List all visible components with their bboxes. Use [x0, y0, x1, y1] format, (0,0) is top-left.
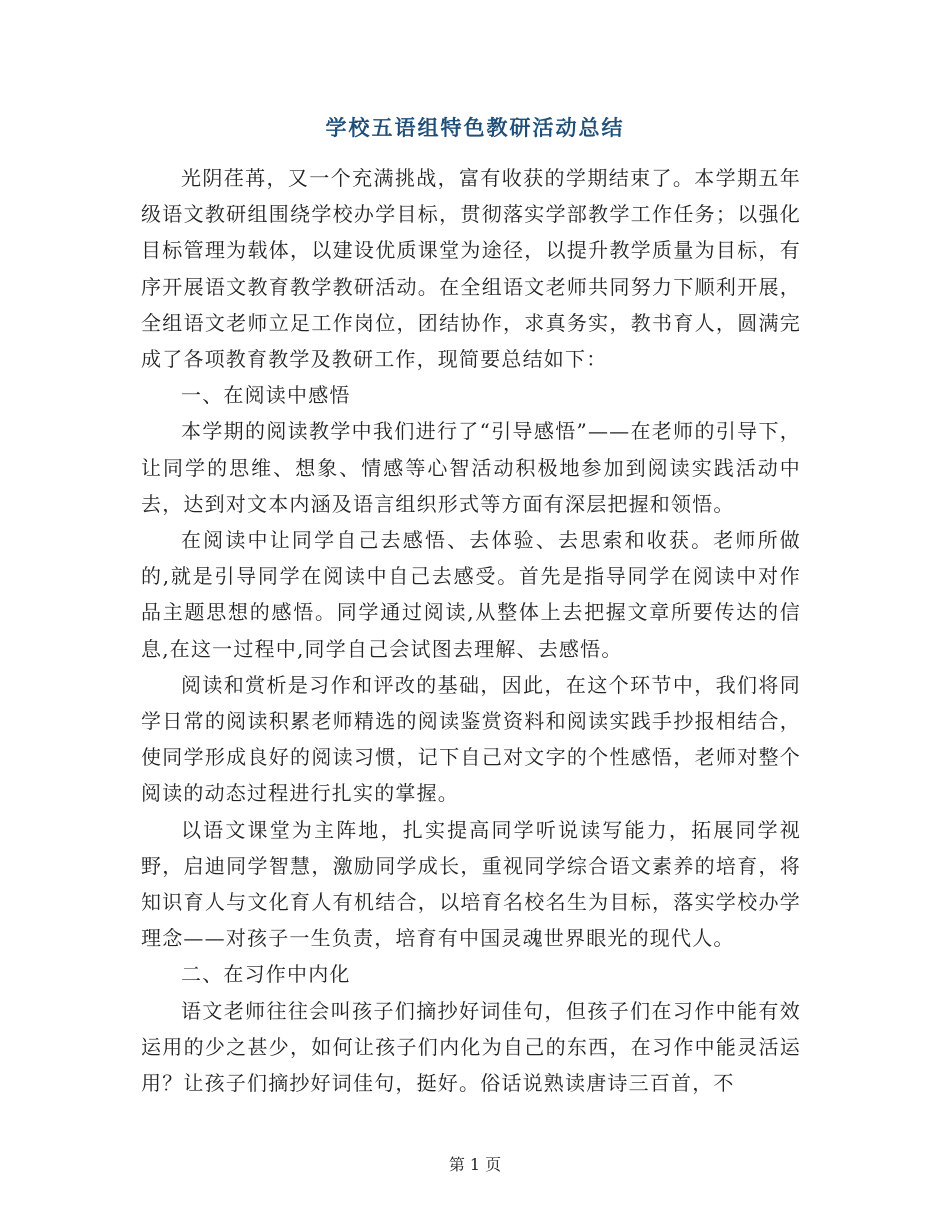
document-title: 学校五语组特色教研活动总结 [325, 115, 625, 140]
paragraph-classroom: 以语文课堂为主阵地，扎实提高同学听说读写能力，拓展同学视野，启迪同学智慧，激励同学成长，重视同学综合语文素养的培育，将知识育人与文化育人有机结合，以培育名校名生为目标，落实学校办学理念——对孩子一生负责，培育有中国灵魂世界眼光的现代人。 [141, 817, 801, 951]
paragraph-reading-self-perception: 在阅读中让同学自己去感悟、去体验、去思索和收获。老师所做的,就是引导同学在阅读中自己去感受。首先是指导同学在阅读中对作品主题思想的感悟。同学通过阅读,从整体上去把握文章所要传达的信息,在这一过程中,同学自己会试图去理解、去感悟。 [141, 528, 801, 661]
paragraph-reading-guidance: 本学期的阅读教学中我们进行了“引导感悟”——在老师的引导下，让同学的思维、想象、情感等心智活动积极地参加到阅读实践活动中去，达到对文本内涵及语言组织形式等方面有深层把握和领悟。 [141, 419, 801, 516]
paragraph-writing: 语文老师往往会叫孩子们摘抄好词佳句，但孩子们在习作中能有效运用的少之甚少，如何让孩子们内化为自己的东西，在习作中能灵活运用？让孩子们摘抄好词佳句，挺好。俗话说熟读唐诗三百首，不 [141, 998, 801, 1096]
section-heading-reading: 一、在阅读中感悟 [181, 383, 351, 408]
document-body [141, 160, 801, 1101]
section-heading-writing: 二、在习作中内化 [181, 962, 351, 987]
page-number: 第 1 页 [448, 1155, 502, 1174]
paragraph-intro: 光阴荏苒，又一个充满挑战，富有收获的学期结束了。本学期五年级语文教研组围绕学校办学目标，贯彻落实学部教学工作任务；以强化目标管理为载体，以建设优质课堂为途径，以提升教学质量为目标，有序开展语文教育教学教研活动。在全组语文老师共同努力下顺利开展，全组语文老师立足工作岗位，团结协作，求真务实，教书育人，圆满完成了各项教育教学及教研工作，现简要总结如下： [141, 166, 801, 372]
paragraph-reading-appreciation: 阅读和赏析是习作和评改的基础，因此，在这个环节中，我们将同学日常的阅读积累老师精选的阅读鉴赏资料和阅读实践手抄报相结合，使同学形成良好的阅读习惯，记下自己对文字的个性感悟，老师对整个阅读的动态过程进行扎实的掌握。 [141, 672, 801, 806]
